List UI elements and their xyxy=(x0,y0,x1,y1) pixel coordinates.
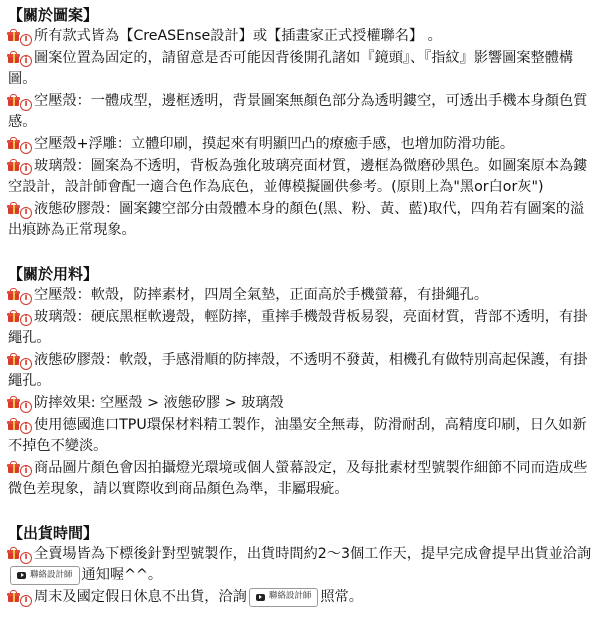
gift-icon xyxy=(8,138,19,149)
item-text: 全賣場皆為下標後針對型號製作，出貨時間約2～3個工作天，提早完成會提早出貨並洽詢 xyxy=(34,545,592,562)
info-icon: i xyxy=(20,207,32,219)
gift-icon xyxy=(8,52,19,63)
gift-icon xyxy=(8,354,19,365)
list-item xyxy=(8,48,594,91)
list-item xyxy=(8,156,594,199)
section-title: 【關於用料】 xyxy=(8,264,99,283)
item-text: 周末及國定假日休息不出貨，洽詢 xyxy=(34,589,247,606)
gift-icon xyxy=(8,95,19,106)
chat-icon xyxy=(256,594,265,601)
item-text: 玻璃殼：硬底黑框軟邊殼，輕防摔，重摔手機殼背板易裂，亮面材質，背部不透明，有掛繩孔。 xyxy=(8,308,588,347)
list-item xyxy=(8,415,594,458)
item-text: 液態矽膠殼：軟殼，手感滑順的防摔殼，不透明不發黃，相機孔有做特別高起保護，有掛繩孔。 xyxy=(8,351,588,390)
section-shipping xyxy=(8,522,594,609)
section-materials xyxy=(8,263,594,501)
contact-designer-button[interactable] xyxy=(10,566,80,585)
info-icon: i xyxy=(20,595,32,607)
info-icon: i xyxy=(20,55,32,67)
section-design xyxy=(8,4,594,242)
contact-designer-label: 聯絡設計師 xyxy=(30,569,73,580)
chat-icon xyxy=(17,572,26,579)
gift-icon xyxy=(8,311,19,322)
item-text: 空壓殼：一體成型，邊框透明，背景圖案無顏色部分為透明鏤空，可透出手機本身顏色質感。 xyxy=(8,92,588,131)
info-icon: i xyxy=(20,293,32,305)
gift-icon xyxy=(8,548,19,559)
info-icon: i xyxy=(20,314,32,326)
gift-icon xyxy=(8,419,19,430)
gift-icon xyxy=(8,160,19,171)
list-item xyxy=(8,544,594,587)
list-item xyxy=(8,458,594,501)
gift-icon xyxy=(8,203,19,214)
info-icon: i xyxy=(20,142,32,154)
list-item xyxy=(8,587,594,609)
item-text: 液態矽膠殼：圖案鏤空部分由殼體本身的顏色(黑、粉、黃、藍)取代，四角若有圖案的溢出痕跡為正常現象。 xyxy=(8,200,585,239)
info-icon: i xyxy=(20,422,32,434)
item-text: 商品圖片顏色會因拍攝燈光環境或個人螢幕設定，及每批素材型號製作細節不同而造成些微色差現象，請以實際收到商品顏色為準，非屬瑕疵。 xyxy=(8,459,588,498)
contact-designer-button[interactable] xyxy=(249,588,319,607)
list-item xyxy=(8,393,594,415)
item-text: 空壓殼+浮雕：立體印刷，摸起來有明顯凹凸的療癒手感，也增加防滑功能。 xyxy=(34,135,515,152)
info-icon: i xyxy=(20,163,32,175)
info-icon: i xyxy=(20,552,32,564)
item-text: 使用德國進口TPU環保材料精工製作，油墨安全無毒，防滑耐刮，高精度印刷，日久如新不掉色不變淡。 xyxy=(8,416,587,455)
list-item xyxy=(8,91,594,134)
gift-icon xyxy=(8,462,19,473)
list-item xyxy=(8,134,594,156)
gift-icon xyxy=(8,30,19,41)
info-icon: i xyxy=(20,34,32,46)
list-item xyxy=(8,199,594,242)
list-item xyxy=(8,26,594,48)
item-text: 所有款式皆為【CreASEnse設計】或【插畫家正式授權聯名】 。 xyxy=(34,28,442,44)
info-icon: i xyxy=(20,358,32,370)
gift-icon xyxy=(8,289,19,300)
gift-icon xyxy=(8,591,19,602)
info-icon: i xyxy=(20,465,32,477)
item-text: 通知喔^^。 xyxy=(81,567,163,584)
item-text: 防摔效果: 空壓殼 > 液態矽膠 > 玻璃殼 xyxy=(34,394,284,411)
info-icon: i xyxy=(20,401,32,413)
section-title: 【關於圖案】 xyxy=(8,6,99,24)
gift-icon xyxy=(8,397,19,408)
item-text: 玻璃殼：圖案為不透明，背板為強化玻璃亮面材質，邊框為微磨砂黑色。如圖案原本為鏤空設計，設計師會配一適合色作為底色，並傳模擬圖供參考。(原則上為"黑or白or灰") xyxy=(8,157,588,196)
item-text: 圖案位置為固定的，請留意是否可能因背後開孔諸如『鏡頭』、『指紋』影響圖案整體構圖。 xyxy=(8,49,574,88)
info-icon: i xyxy=(20,99,32,111)
item-text: 照常。 xyxy=(320,589,363,606)
contact-designer-label: 聯絡設計師 xyxy=(268,591,312,602)
list-item xyxy=(8,350,594,393)
list-item xyxy=(8,307,594,350)
section-title: 【出貨時間】 xyxy=(8,523,99,542)
item-text: 空壓殼：軟殼，防摔素材，四周全氣墊，正面高於手機螢幕，有掛繩孔。 xyxy=(34,286,489,303)
list-item xyxy=(8,285,594,307)
